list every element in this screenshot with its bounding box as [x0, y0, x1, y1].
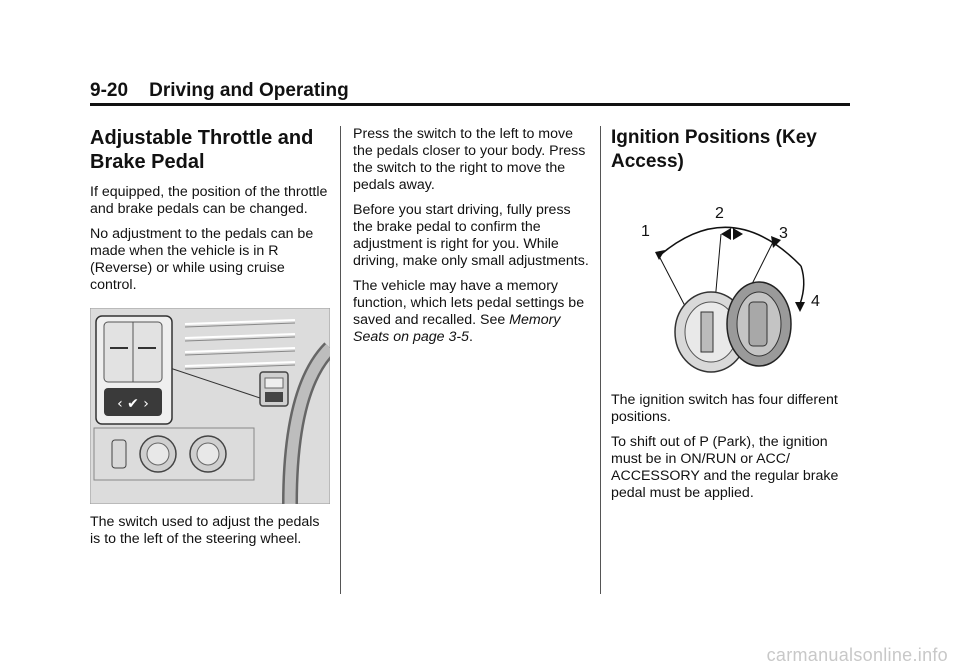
paragraph — [353, 278, 593, 346]
paragraph-end: . — [468, 329, 473, 345]
ignition-positions-diagram — [611, 184, 856, 384]
paragraph: To shift out of P (Park), the ignition must be in ON/RUN or ACC/ ACCESSORY and the regular brake pedal must be applied. — [611, 434, 839, 501]
header-rule — [90, 103, 850, 106]
section-title: Driving and Operating — [149, 80, 349, 101]
paragraph: No adjustment to the pedals can be made when the vehicle is in R (Reverse) or while using cruise control. — [90, 226, 314, 293]
position-label: 2 — [715, 205, 724, 222]
cross-reference-link[interactable]: Memory Seats on page 3-5 — [353, 312, 561, 345]
page-number: 9-20 — [90, 80, 129, 101]
page-header — [90, 80, 349, 102]
section-heading: Adjustable Throttle and Brake Pedal — [90, 127, 314, 173]
position-label: 4 — [811, 293, 820, 310]
pedal-switch-illustration — [90, 308, 330, 504]
paragraph: Before you start driving, fully press the brake pedal to confirm the adjustment is right for you. While driving, make only small adjustments. — [353, 202, 589, 269]
watermark: carmanualsonline.info — [766, 645, 948, 665]
column-divider — [340, 126, 341, 594]
column-1 — [90, 126, 330, 556]
position-label: 1 — [641, 223, 650, 240]
section-heading: Ignition Positions (Key Access) — [611, 127, 817, 172]
column-3 — [611, 126, 856, 510]
column-divider — [600, 126, 601, 594]
paragraph: The ignition switch has four different positions. — [611, 392, 838, 425]
paragraph: Press the switch to the left to move the pedals closer to your body. Press the switch to the right to move the pedals away. — [353, 126, 586, 193]
svg-text:‹ ✔ ›: ‹ ✔ › — [117, 396, 149, 412]
figure-caption: The switch used to adjust the pedals is to the left of the steering wheel. — [90, 514, 320, 547]
column-2 — [353, 126, 593, 354]
position-label: 3 — [779, 225, 788, 242]
paragraph-text: The vehicle may have a memory function, which lets pedal settings be saved and recalled. See — [353, 278, 585, 328]
paragraph: If equipped, the position of the throttle and brake pedals can be changed. — [90, 184, 328, 217]
